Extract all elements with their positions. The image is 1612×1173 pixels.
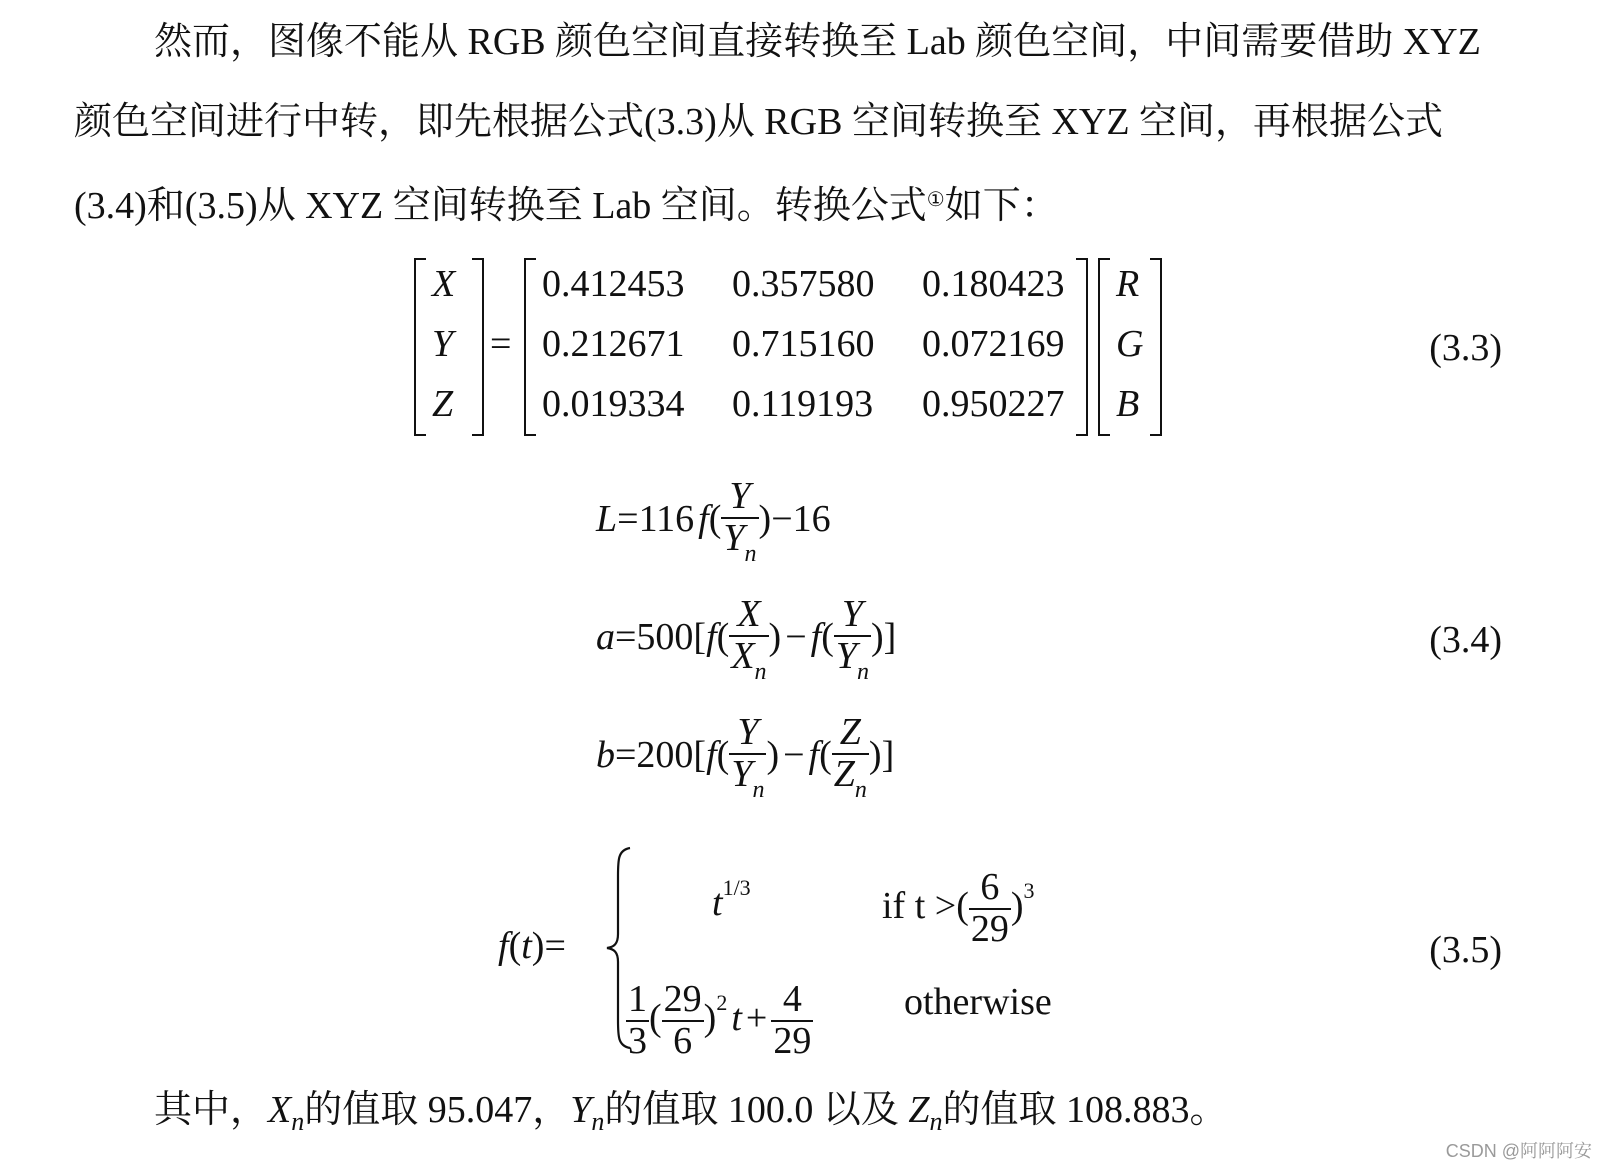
intro-line-2: 颜色空间进行中转，即先根据公式(3.3)从 RGB 空间转换至 XYZ 空间，再根据公式 [74, 101, 1444, 143]
rhs-bracket-right [1150, 258, 1162, 436]
fraction-y-over-yn: $\frac{Y}{Y_n}$ [731, 711, 765, 804]
matrix-cell: 0.119193 [732, 383, 874, 425]
case-2-condition: otherwise [904, 981, 1052, 1023]
case-1-value: $t^{1/3}$ [712, 875, 751, 924]
equation-3-4-l: L=116 f( $\frac{Y}{Y_n}$ )−16 [596, 475, 831, 568]
equals-sign: = [490, 323, 512, 365]
matrix-cell: 0.412453 [542, 263, 685, 305]
fraction-6-over-29: $\frac{6}{29}$ [970, 866, 1009, 951]
matrix-cell: 0.019334 [542, 383, 685, 425]
matrix-bracket-left [524, 258, 536, 436]
case-1-condition: if t >( $\frac{6}{29}$ )$^3$ [882, 866, 1035, 951]
matrix-bracket-right [1076, 258, 1088, 436]
fraction-z-over-zn: $\frac{Z}{Z_n}$ [833, 711, 867, 804]
rhs-r: R [1116, 263, 1140, 305]
matrix-cell: 0.357580 [732, 263, 875, 305]
fraction-29-over-6: $\frac{29}{6}$ [663, 978, 702, 1063]
matrix-cell: 0.212671 [542, 323, 685, 365]
equation-3-3 [414, 258, 1174, 436]
rhs-g: G [1116, 323, 1144, 365]
lhs-z: Z [432, 383, 454, 425]
fraction-4-over-29: $\frac{4}{29}$ [773, 978, 812, 1063]
equation-3-5-lhs: f(t)= [498, 925, 566, 967]
matrix-cell: 0.072169 [922, 323, 1065, 365]
intro-line-1: 然而，图像不能从 RGB 颜色空间直接转换至 Lab 颜色空间，中间需要借助 XYZ [154, 21, 1481, 63]
lhs-bracket-left [414, 258, 426, 436]
matrix-cell: 0.715160 [732, 323, 875, 365]
lhs-bracket-right [472, 258, 484, 436]
fraction-y-over-yn: $\frac{Y}{Y_n}$ [835, 593, 869, 686]
intro-line-3-tail: 如下： [944, 185, 1059, 227]
equation-3-4-a: a=500[f( $\frac{X}{X_n}$ ) − f( $\frac{Y}{Y_n}$ )] [596, 593, 897, 686]
equation-number-3-3: (3.3) [1429, 327, 1502, 369]
intro-line-3-text: (3.4)和(3.5)从 XYZ 空间转换至 Lab 空间。转换公式 [74, 185, 927, 227]
watermark: CSDN @阿阿阿安 [1445, 1141, 1592, 1161]
fraction-1-over-3: $\frac{1}{3}$ [628, 978, 647, 1063]
intro-line-3 [74, 180, 1059, 226]
equation-number-3-5: (3.5) [1429, 929, 1502, 971]
lhs-x: X [432, 263, 456, 305]
fraction-x-over-xn: $\frac{X}{X_n}$ [731, 593, 767, 686]
lhs-y: Y [432, 323, 454, 365]
fraction-y-over-yn: $\frac{Y}{Y_n}$ [723, 475, 757, 568]
equation-3-4-b: b=200[f( $\frac{Y}{Y_n}$ ) − f( $\frac{Z}{Z_n}$ )] [596, 711, 895, 804]
equation-number-3-4: (3.4) [1429, 619, 1502, 661]
rhs-bracket-left [1098, 258, 1110, 436]
case-2-value: $\frac{1}{3}$ ( $\frac{29}{6}$ )$^2$ t + $\frac{4}{29}$ [628, 978, 812, 1063]
footnote-marker[interactable]: ① [926, 189, 945, 211]
matrix-cell: 0.180423 [922, 263, 1065, 305]
outro-line: 其中，$X_n$的值取 95.047，$Y_n$的值取 100.0 以及 $Z_n$的值取 108.883。 [154, 1089, 1228, 1136]
rhs-b: B [1116, 383, 1140, 425]
matrix-cell: 0.950227 [922, 383, 1065, 425]
